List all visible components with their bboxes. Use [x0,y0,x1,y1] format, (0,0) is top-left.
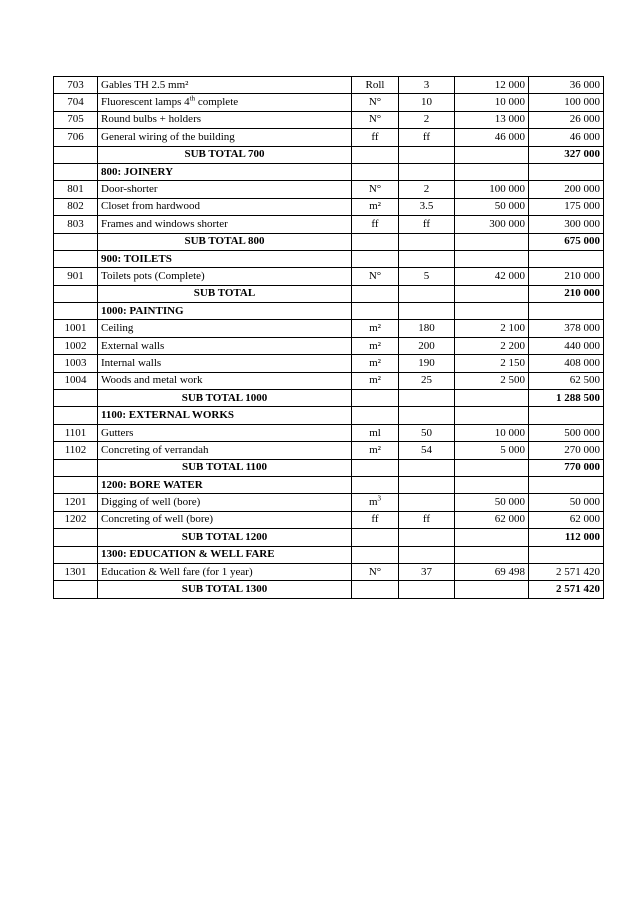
item-rate: 13 000 [455,111,529,128]
item-unit: m² [352,337,399,354]
item-amount: 50 000 [529,494,604,511]
table-row [54,511,604,528]
item-unit: N° [352,111,399,128]
item-quantity [399,250,455,267]
item-amount: 100 000 [529,94,604,111]
item-description: SUB TOTAL 1300 [98,581,352,598]
subtotal-row [54,146,604,163]
table-row [54,355,604,372]
item-unit [352,250,399,267]
item-unit [352,390,399,407]
item-number: 901 [54,268,98,285]
item-quantity [399,303,455,320]
item-description: Education & Well fare (for 1 year) [98,563,352,580]
item-number [54,146,98,163]
item-quantity [399,163,455,180]
item-amount: 770 000 [529,459,604,476]
item-rate [455,459,529,476]
item-amount: 46 000 [529,129,604,146]
table-row [54,424,604,441]
item-unit: Roll [352,77,399,94]
item-number [54,476,98,493]
item-amount: 210 000 [529,268,604,285]
item-amount: 378 000 [529,320,604,337]
item-rate: 2 500 [455,372,529,389]
item-number: 1101 [54,424,98,441]
table-row [54,129,604,146]
item-unit: m² [352,320,399,337]
item-rate [455,250,529,267]
item-rate: 2 150 [455,355,529,372]
item-unit: ff [352,129,399,146]
item-unit [352,581,399,598]
table-row [54,111,604,128]
item-number: 1001 [54,320,98,337]
item-unit [352,459,399,476]
item-rate [455,146,529,163]
item-description: General wiring of the building [98,129,352,146]
subtotal-row [54,390,604,407]
item-amount: 440 000 [529,337,604,354]
item-unit [352,529,399,546]
item-description: SUB TOTAL 1000 [98,390,352,407]
item-quantity: 5 [399,268,455,285]
item-number: 802 [54,198,98,215]
item-unit: m² [352,198,399,215]
item-amount: 175 000 [529,198,604,215]
item-description: 900: TOILETS [98,250,352,267]
item-quantity [399,529,455,546]
item-number: 704 [54,94,98,111]
item-description: Concreting of well (bore) [98,511,352,528]
table-row [54,181,604,198]
item-number: 1004 [54,372,98,389]
item-amount: 408 000 [529,355,604,372]
item-unit: m² [352,355,399,372]
item-number [54,581,98,598]
subtotal-row [54,285,604,302]
item-unit [352,146,399,163]
item-rate: 2 100 [455,320,529,337]
item-description: Concreting of verrandah [98,442,352,459]
superscript: 3 [377,494,382,503]
bill-of-quantities-table [53,76,604,599]
subtotal-row [54,459,604,476]
section-header-row [54,250,604,267]
item-rate [455,303,529,320]
item-amount: 62 000 [529,511,604,528]
item-description: 1000: PAINTING [98,303,352,320]
item-rate [455,529,529,546]
item-number [54,233,98,250]
item-quantity: 2 [399,181,455,198]
item-description: 1100: EXTERNAL WORKS [98,407,352,424]
item-amount [529,476,604,493]
item-rate: 46 000 [455,129,529,146]
table-row [54,563,604,580]
item-quantity: 10 [399,94,455,111]
item-number: 703 [54,77,98,94]
item-amount: 26 000 [529,111,604,128]
item-amount: 270 000 [529,442,604,459]
item-quantity: 3 [399,77,455,94]
subtotal-row [54,233,604,250]
item-rate: 50 000 [455,494,529,511]
item-amount: 2 571 420 [529,581,604,598]
item-number: 1102 [54,442,98,459]
item-quantity [399,581,455,598]
item-amount [529,163,604,180]
item-unit: m² [352,442,399,459]
item-amount [529,407,604,424]
item-quantity [399,546,455,563]
table-row [54,372,604,389]
table-row [54,442,604,459]
item-quantity: 54 [399,442,455,459]
item-unit [352,407,399,424]
table-row [54,494,604,511]
table-row [54,94,604,111]
item-description: Internal walls [98,355,352,372]
section-header-row [54,407,604,424]
item-description: SUB TOTAL 700 [98,146,352,163]
item-rate: 5 000 [455,442,529,459]
item-number [54,303,98,320]
section-header-row [54,476,604,493]
item-description: SUB TOTAL [98,285,352,302]
item-rate [455,476,529,493]
item-number: 1201 [54,494,98,511]
item-unit: N° [352,181,399,198]
item-description: Fluorescent lamps 4th complete [98,94,352,111]
item-description: SUB TOTAL 800 [98,233,352,250]
item-description: 800: JOINERY [98,163,352,180]
item-number [54,163,98,180]
item-unit [352,546,399,563]
item-amount [529,250,604,267]
item-rate: 100 000 [455,181,529,198]
table-row [54,198,604,215]
superscript: th [189,94,196,103]
item-quantity: ff [399,216,455,233]
subtotal-row [54,581,604,598]
item-description: Door-shorter [98,181,352,198]
item-number: 706 [54,129,98,146]
item-rate: 62 000 [455,511,529,528]
table-row [54,77,604,94]
item-unit: $m^3$ [352,494,399,511]
item-rate: 50 000 [455,198,529,215]
item-number [54,546,98,563]
item-amount [529,546,604,563]
item-quantity [399,407,455,424]
item-rate [455,163,529,180]
item-quantity: 190 [399,355,455,372]
item-number [54,390,98,407]
item-number [54,459,98,476]
item-rate: 69 498 [455,563,529,580]
item-rate: 10 000 [455,424,529,441]
item-description: SUB TOTAL 1200 [98,529,352,546]
item-rate: 10 000 [455,94,529,111]
item-amount: 500 000 [529,424,604,441]
item-amount: 1 288 500 [529,390,604,407]
table-body [54,77,604,599]
item-quantity [399,233,455,250]
item-unit [352,285,399,302]
item-number: 705 [54,111,98,128]
item-amount: 675 000 [529,233,604,250]
item-quantity [399,285,455,302]
item-amount: 300 000 [529,216,604,233]
item-quantity [399,390,455,407]
item-quantity: ff [399,511,455,528]
section-header-row [54,303,604,320]
item-number: 803 [54,216,98,233]
item-rate [455,233,529,250]
item-quantity: ff [399,129,455,146]
item-quantity [399,146,455,163]
item-number: 1003 [54,355,98,372]
item-description: External walls [98,337,352,354]
item-number: 1002 [54,337,98,354]
section-header-row [54,163,604,180]
item-unit: N° [352,563,399,580]
item-number: 1202 [54,511,98,528]
item-amount: 112 000 [529,529,604,546]
item-number [54,285,98,302]
item-amount: 36 000 [529,77,604,94]
item-description: Woods and metal work [98,372,352,389]
item-description: Toilets pots (Complete) [98,268,352,285]
item-number [54,250,98,267]
item-number [54,407,98,424]
item-amount: 62 500 [529,372,604,389]
item-rate [455,546,529,563]
item-quantity: 180 [399,320,455,337]
item-amount [529,303,604,320]
item-description: Gutters [98,424,352,441]
item-number [54,529,98,546]
item-description: Round bulbs + holders [98,111,352,128]
item-number: 1301 [54,563,98,580]
item-rate: 300 000 [455,216,529,233]
item-quantity [399,494,455,511]
item-unit [352,476,399,493]
item-description: Ceiling [98,320,352,337]
item-unit [352,233,399,250]
item-quantity [399,459,455,476]
item-rate [455,407,529,424]
item-rate: 2 200 [455,337,529,354]
item-unit: N° [352,268,399,285]
table-row [54,337,604,354]
item-quantity: 200 [399,337,455,354]
item-quantity: 2 [399,111,455,128]
item-rate [455,285,529,302]
item-amount: 2 571 420 [529,563,604,580]
item-quantity: 50 [399,424,455,441]
item-rate [455,581,529,598]
table-row [54,268,604,285]
item-quantity: 25 [399,372,455,389]
item-amount: 200 000 [529,181,604,198]
item-unit: m² [352,372,399,389]
item-description: 1300: EDUCATION & WELL FARE [98,546,352,563]
section-header-row [54,546,604,563]
item-rate [455,390,529,407]
item-unit: ff [352,216,399,233]
item-rate: 12 000 [455,77,529,94]
item-description: Closet from hardwood [98,198,352,215]
item-unit: ff [352,511,399,528]
item-amount: 327 000 [529,146,604,163]
item-number: 801 [54,181,98,198]
item-amount: 210 000 [529,285,604,302]
item-quantity [399,476,455,493]
item-unit: N° [352,94,399,111]
item-quantity: 3.5 [399,198,455,215]
item-description: SUB TOTAL 1100 [98,459,352,476]
item-description: Frames and windows shorter [98,216,352,233]
table-row [54,216,604,233]
item-quantity: 37 [399,563,455,580]
subtotal-row [54,529,604,546]
table-row [54,320,604,337]
item-rate: 42 000 [455,268,529,285]
item-description: Digging of well (bore) [98,494,352,511]
item-description: Gables TH 2.5 mm² [98,77,352,94]
item-unit: ml [352,424,399,441]
item-description: 1200: BORE WATER [98,476,352,493]
item-unit [352,163,399,180]
item-unit [352,303,399,320]
